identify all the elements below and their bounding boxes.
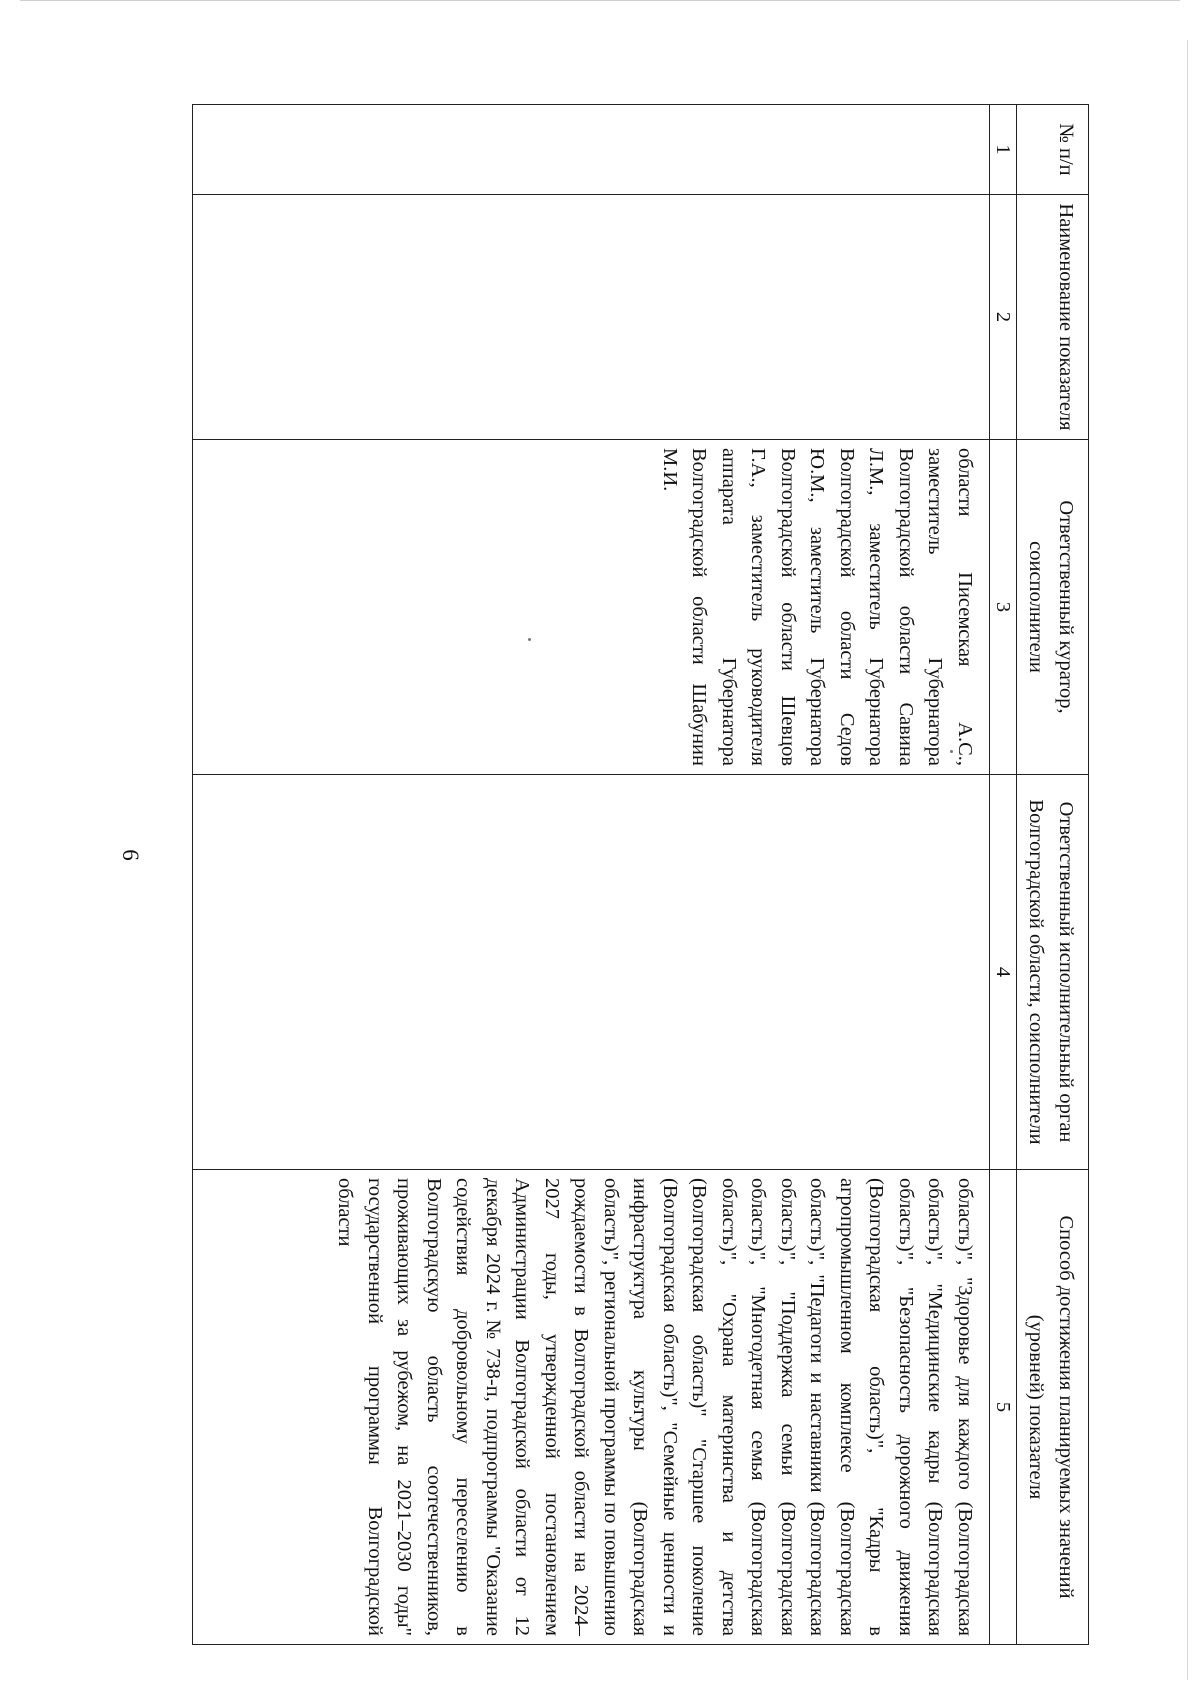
scan-edge-top (20, 0, 1180, 5)
header-executive-body: Ответственный исполнительный орган Волгоградской области, соисполнители (1017, 775, 1089, 1170)
cell-number (193, 105, 990, 195)
header-number: № п/п (1017, 105, 1089, 195)
page-number: 6 (118, 849, 143, 861)
scan-speck (528, 638, 531, 641)
column-number: 3 (990, 440, 1017, 775)
column-number-row (990, 105, 1017, 1645)
column-number: 2 (990, 195, 1017, 440)
cell-indicator-name (193, 195, 990, 440)
cell-achievement-method: область)", "Здоровье для каждого (Волгоградская область)", "Медицинские кадры (Волгоградская область)", "Безопасность дорожного движения (Волгоградская область)", "Кадры в агропромышленном комплексе (Волгоградская область)", "Педагоги и наставники (Волгоградская область)", "Поддержка семьи (Волгоградская область)", "Многодетная семья (Волгоградская область)", "Охрана материнства и детства (Волгоградская область)" "Старшее поколение (Волгоградская область)", "Семейные ценности и инфраструктура культуры (Волгоградская область)", региональной программы по повышению рождаемости в Волгоградской области на 2024–2027 годы, утвержденной постановлением Администрации Волгоградской области от 12 декабря 2024 г. № 738-п, подпрограммы "Оказание содействия добровольному переселению в Волгоградскую область соотечественников, проживающих за рубежом, на 2021–2030 годы" государственной программы Волгоградской области (193, 1170, 990, 1645)
column-number: 1 (990, 105, 1017, 195)
cell-executive-body (193, 775, 990, 1170)
column-number: 5 (990, 1170, 1017, 1645)
scan-speck (950, 750, 953, 753)
header-curator: Ответственный куратор, соисполнители (1017, 440, 1089, 775)
table-row (193, 105, 990, 1645)
scan-edge-right (1187, 40, 1188, 1680)
table-header-row (1017, 105, 1089, 1645)
rotated-table-container (169, 104, 1089, 1644)
column-number: 4 (990, 775, 1017, 1170)
cell-curator: области Писемская А.С., заместитель Губернатора Волгоградской области Савина Л.М., заместитель Губернатора Волгоградской области Седов Ю.М., заместитель Губернатора Волгоградской области Шевцов Г.А., заместитель руководителя аппарата Губернатора Волгоградской области Шабунин М.И. (193, 440, 990, 775)
indicator-table (192, 104, 1089, 1645)
header-indicator-name: Наименование показателя (1017, 195, 1089, 440)
header-achievement-method: Способ достижения планируемых значений (уровней) показателя (1017, 1170, 1089, 1645)
